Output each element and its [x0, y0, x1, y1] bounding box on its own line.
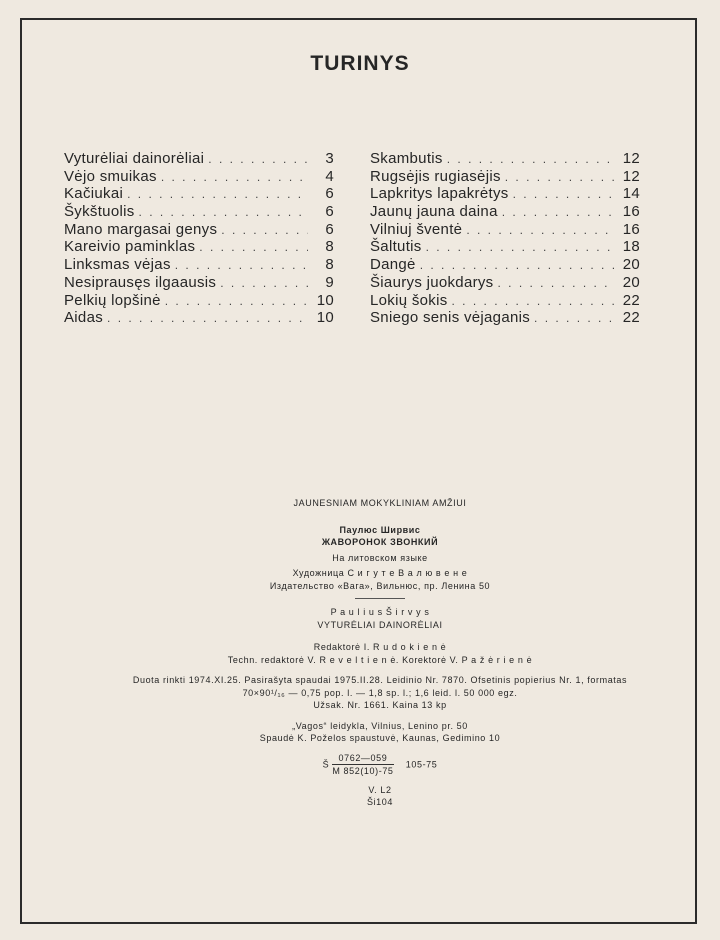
tech-editor-line: Techn. redaktorė V. R e v e l t i e n ė. Korektorė V. P a ž ė r i e n ė [227, 654, 533, 665]
ru-author: Паулюс Ширвис [339, 524, 421, 535]
age-group: JAUNESNIAM MOKYKLINIAM AMŽIUI [293, 498, 467, 508]
toc-entry [64, 256, 334, 274]
toc-leader-dots [127, 187, 308, 201]
toc-entry [64, 203, 334, 221]
toc-entry-title: Šykštuolis [64, 203, 135, 221]
toc-leader-dots [199, 240, 308, 254]
toc-entry-page: 16 [622, 203, 640, 221]
toc-leader-dots [165, 294, 308, 308]
toc-leader-dots [497, 276, 614, 290]
code-fraction [332, 752, 393, 778]
ru-publisher: Издательство «Вага», Вильнюс, пр. Ленина 50 [269, 580, 491, 591]
ru-title: ЖАВОРОНОК ЗВОНКИЙ [321, 537, 439, 547]
toc-entry-title: Šiaurys juokdarys [370, 273, 494, 291]
toc-entry-page: 10 [316, 309, 334, 327]
toc-entry-title: Rugsėjis rugiasėjis [370, 167, 501, 185]
toc-leader-dots [220, 276, 308, 290]
toc-leader-dots [513, 187, 614, 201]
toc-entry [370, 256, 640, 274]
toc-entry [64, 309, 334, 327]
toc-entry-title: Vilniuj šventė [370, 220, 463, 238]
catalog-code [60, 752, 700, 778]
toc-entry [64, 185, 334, 203]
toc-leader-dots [452, 294, 614, 308]
toc-entry-page: 9 [325, 273, 334, 291]
catalog-line-2: Ši104 [366, 797, 394, 807]
toc-leader-dots [426, 240, 614, 254]
page-title: TURINYS [310, 52, 410, 75]
toc-entry-title: Aidas [64, 309, 104, 327]
toc-leader-dots [221, 223, 308, 237]
toc-entry-title: Linksmas vėjas [64, 256, 171, 274]
toc-entry-title: Kareivio paminklas [64, 238, 196, 256]
toc-leader-dots [420, 258, 614, 272]
toc-entry-title: Dangė [370, 256, 416, 274]
toc-leader-dots [107, 311, 308, 325]
ru-illustrator: Художница С и г у т е В а л ю в е н е [292, 568, 468, 578]
colophon [60, 497, 700, 809]
toc-entry-page: 8 [325, 256, 334, 274]
code-prefix: Š [322, 758, 330, 769]
toc-entry-page: 6 [325, 220, 334, 238]
toc-entry [370, 185, 640, 203]
toc-entry-title: Lokių šokis [370, 291, 448, 309]
toc-entry [370, 238, 640, 256]
toc-entry-title: Lapkritys lapakrėtys [370, 185, 509, 203]
catalog-line-1: V. L2 [368, 784, 392, 795]
toc-right-column [370, 150, 640, 327]
toc-leader-dots [466, 223, 614, 237]
toc-leader-dots [505, 170, 614, 184]
toc-entry-title: Vėjo smuikas [64, 167, 157, 185]
toc-entry-page: 20 [622, 256, 640, 274]
toc-entry-page: 4 [325, 167, 334, 185]
toc-leader-dots [208, 152, 308, 166]
toc-entry-page: 14 [622, 185, 640, 203]
toc-entry-page: 6 [325, 203, 334, 221]
print-info-line-1: Duota rinkti 1974.XI.25. Pasirašyta spaudai 1975.II.28. Leidinio Nr. 7870. Ofsetinis popierius Nr. 1, formatas [132, 675, 628, 685]
toc-entry [370, 274, 640, 292]
toc-entry [370, 292, 640, 310]
toc-entry-title: Vyturėliai dainorėliai [64, 150, 205, 167]
toc-leader-dots [534, 311, 614, 325]
toc-left-column [64, 150, 334, 327]
editor-line: Redaktorė I. R u d o k i e n ė [313, 642, 447, 652]
toc-entry-page: 10 [316, 291, 334, 309]
toc-entry-page: 22 [622, 291, 640, 309]
toc-entry-page: 12 [622, 167, 640, 185]
toc-entry [370, 221, 640, 239]
toc-leader-dots [175, 258, 308, 272]
toc-entry [64, 292, 334, 310]
toc-leader-dots [447, 152, 614, 166]
toc-entry [64, 150, 334, 168]
toc-entry-page: 20 [622, 273, 640, 291]
print-info-line-3: Užsak. Nr. 1661. Kaina 13 kp [313, 700, 447, 710]
toc-leader-dots [161, 170, 308, 184]
toc-entry-page: 22 [622, 309, 640, 327]
toc-entry-page: 6 [325, 185, 334, 203]
toc-leader-dots [139, 205, 308, 219]
toc-entry-page: 16 [622, 220, 640, 238]
toc-entry [64, 221, 334, 239]
publisher-line: „Vagos“ leidykla, Vilnius, Lenino pr. 50 [292, 720, 468, 731]
toc-entry-title: Sniego senis vėjaganis [370, 309, 531, 327]
code-numerator: 0762—059 [332, 752, 393, 766]
toc-entry-title: Pelkių lopšinė [64, 291, 161, 309]
toc-entry [64, 274, 334, 292]
lt-title: VYTURĖLIAI DAINORĖLIAI [317, 619, 443, 630]
ru-language: На литовском языке [332, 552, 428, 563]
toc-entry [64, 168, 334, 186]
code-suffix: 105-75 [405, 758, 438, 769]
toc-entry [64, 238, 334, 256]
toc-entry-title: Kačiukai [64, 185, 124, 203]
toc-entry [370, 168, 640, 186]
printer-line: Spaudė K. Poželos spaustuvė, Kaunas, Gedimino 10 [259, 733, 501, 743]
toc-entry [370, 150, 640, 168]
toc-entry-title: Šaltutis [370, 238, 422, 256]
toc-leader-dots [502, 205, 614, 219]
toc-entry [370, 309, 640, 327]
toc-entry-page: 3 [325, 150, 334, 167]
toc-entry-page: 18 [622, 238, 640, 256]
toc-entry-page: 8 [325, 238, 334, 256]
code-denominator: M 852(10)-75 [332, 766, 394, 776]
toc-entry [370, 203, 640, 221]
toc-entry-page: 12 [622, 150, 640, 167]
divider-rule [355, 598, 405, 599]
toc-entry-title: Nesiprausęs ilgaausis [64, 273, 217, 291]
toc-entry-title: Mano margasai genys [64, 220, 218, 238]
lt-author: P a u l i u s Š i r v y s [330, 607, 430, 617]
print-info-line-2: 70×90¹/₁₆ — 0,75 pop. l. — 1,8 sp. l.; 1,6 leid. l. 50 000 egz. [242, 687, 518, 698]
toc-entry-title: Jaunų jauna daina [370, 203, 498, 221]
toc-entry-title: Skambutis [370, 150, 443, 167]
